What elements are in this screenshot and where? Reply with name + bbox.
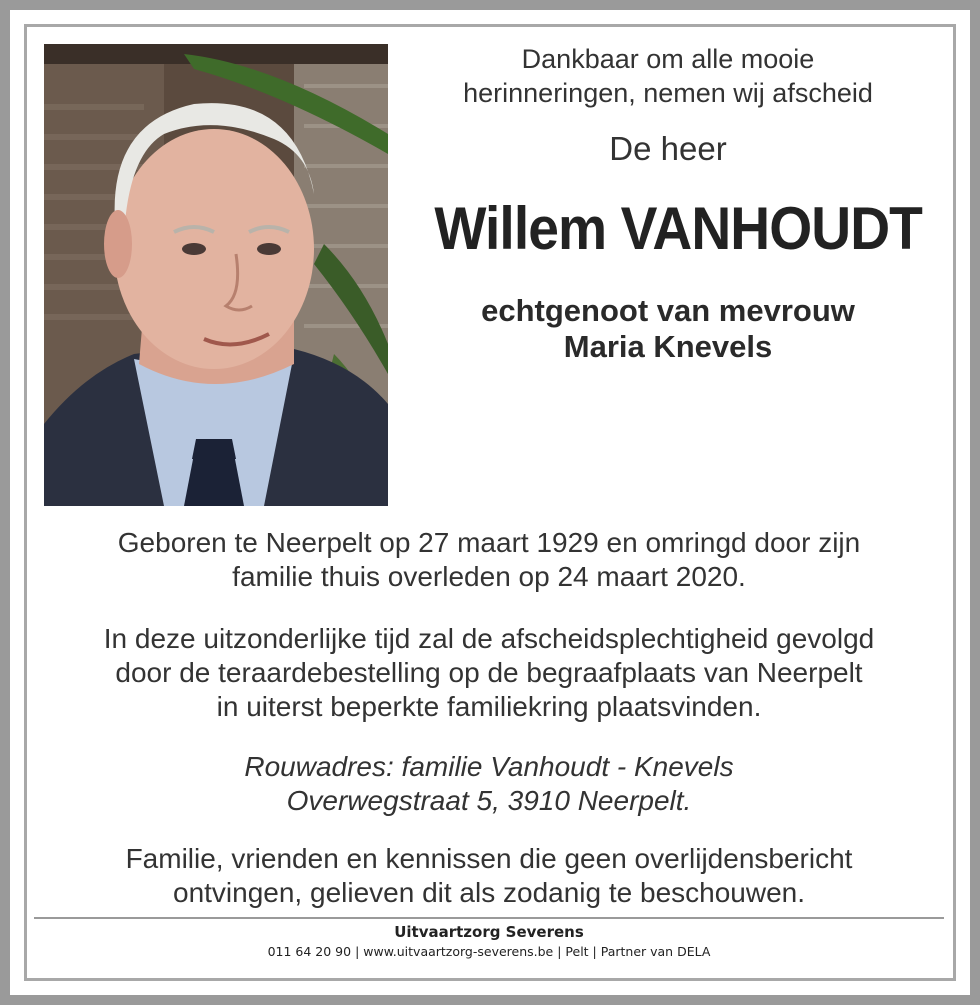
spouse-line-2: Maria Knevels: [563, 329, 773, 364]
obituary-card: [10, 10, 970, 995]
ceremony-paragraph: [34, 622, 944, 724]
undertaker-contact: 011 64 20 90 | www.uitvaartzorg-severens.be | Pelt | Partner van DELA: [267, 944, 711, 959]
mourning-address: [34, 750, 944, 818]
notice-paragraph: [34, 842, 944, 910]
birth-death-line-1: Geboren te Neerpelt op 27 maart 1929 en omringd door zijn: [117, 527, 861, 558]
header-text: [414, 42, 922, 365]
intro-line-1: Dankbaar om alle mooie: [521, 44, 815, 74]
spouse-text: [414, 293, 922, 365]
intro-line-2: herinneringen, nemen wij afscheid: [463, 78, 873, 108]
notice-line-1: Familie, vrienden en kennissen die geen overlijdensbericht: [125, 843, 853, 874]
deceased-name: Willem VANHOUDT: [434, 195, 922, 262]
footer-divider: [34, 917, 944, 919]
portrait-photo: [44, 44, 388, 506]
birth-death-line-2: familie thuis overleden op 24 maart 2020.: [232, 561, 746, 592]
salutation: De heer: [609, 130, 727, 167]
birth-death-paragraph: [34, 526, 944, 594]
spouse-line-1: echtgenoot van mevrouw: [481, 293, 855, 328]
ceremony-line-2: door de teraardebestelling op de begraafplaats van Neerpelt: [115, 657, 863, 688]
address-line-2: Overwegstraat 5, 3910 Neerpelt.: [286, 785, 692, 816]
undertaker-name: Uitvaartzorg Severens: [394, 923, 584, 941]
address-line-1: Rouwadres: familie Vanhoudt - Knevels: [244, 751, 734, 782]
ceremony-line-3: in uiterst beperkte familiekring plaatsvinden.: [216, 691, 762, 722]
notice-line-2: ontvingen, gelieven dit als zodanig te beschouwen.: [173, 877, 805, 908]
ceremony-line-1: In deze uitzonderlijke tijd zal de afscheidsplechtigheid gevolgd: [103, 623, 875, 654]
intro-text: [414, 42, 922, 110]
